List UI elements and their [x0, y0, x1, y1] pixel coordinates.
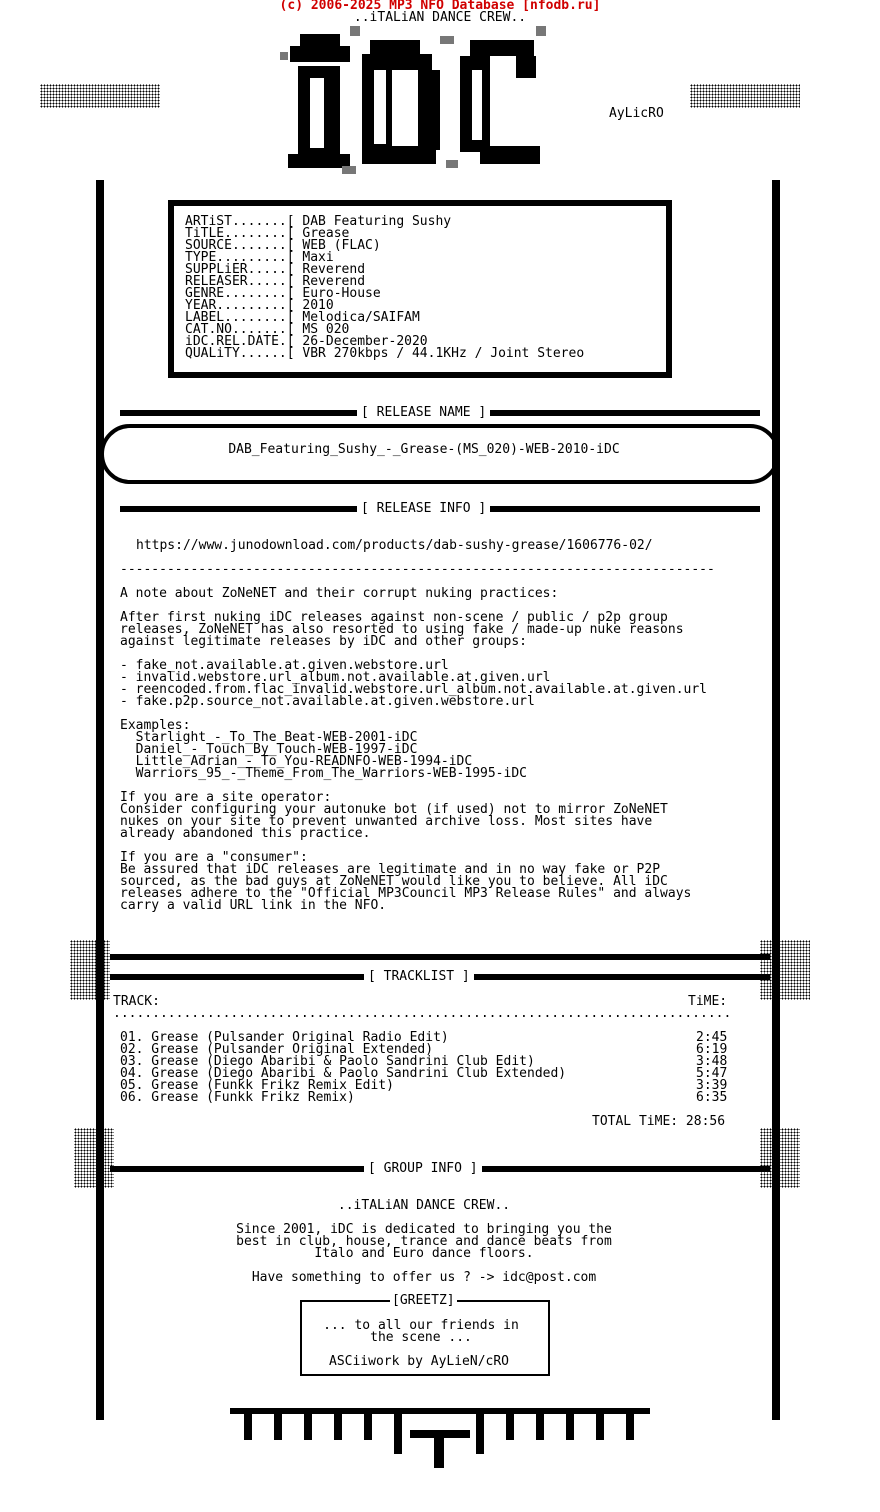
- release-info-separator: ----------------------------------------------------------------------------: [120, 562, 715, 577]
- divider-tracklist-top: [110, 954, 770, 960]
- group-info-heading: [ GROUP INFO ]: [364, 1163, 482, 1175]
- consumer-note: If you are a "consumer": Be assured that iDC releases are legitimate and in no way fake or P2P sourced, as the bad guys at ZoNeNET would like you to believe. All iDC releases adhere to the "Official MP3Council MP3 Release Rules" and always carry a valid URL link in the NFO.: [120, 850, 692, 913]
- track-title: 02. Grease (Pulsander Original Extended): [120, 1042, 434, 1057]
- greetz-title: [GREETZ]: [392, 1293, 455, 1308]
- contact-email[interactable]: Have something to offer us ? -> idc@post.com: [251, 1270, 597, 1285]
- left-ornament-low: [74, 1128, 114, 1188]
- info-value: Euro-House: [302, 286, 381, 301]
- track-title: 06. Grease (Funkk Frikz Remix): [120, 1090, 355, 1105]
- art-signature: AyLicRO: [609, 106, 664, 121]
- info-key: TiTLE........[: [185, 226, 295, 241]
- total-time: TOTAL TiME: 28:56: [592, 1114, 726, 1129]
- info-value: DAB Featuring Sushy: [302, 214, 452, 229]
- group-crew: ..iTALiAN DANCE CREW..: [337, 1198, 511, 1213]
- info-key: GENRE........[: [185, 286, 295, 301]
- info-value: Reverend: [302, 262, 366, 277]
- left-ornament-top: [40, 84, 160, 108]
- info-value: 2010: [302, 298, 334, 313]
- track-time: 5:47: [696, 1066, 728, 1081]
- track-title: 03. Grease (Diego Abaribi & Paolo Sandrini Club Edit): [120, 1054, 535, 1069]
- info-key: iDC.REL.DATE.[: [185, 334, 295, 349]
- track-time: 6:19: [696, 1042, 728, 1057]
- release-url-link[interactable]: https://www.junodownload.com/products/dab-sushy-grease/1606776-02/: [136, 538, 653, 553]
- tracklist-heading: [ TRACKLIST ]: [364, 971, 474, 983]
- col-time: TiME:: [688, 994, 728, 1009]
- info-key: SUPPLiER.....[: [185, 262, 295, 277]
- info-key: RELEASER.....[: [185, 274, 295, 289]
- track-time: 3:48: [696, 1054, 728, 1069]
- info-value: MS 020: [302, 322, 350, 337]
- tracklist-dots: ...............................................................................: [113, 1006, 732, 1021]
- right-ornament-top: [690, 84, 800, 108]
- info-value: WEB (FLAC): [302, 238, 381, 253]
- right-ornament-mid: [760, 940, 810, 1000]
- group-description: Since 2001, iDC is dedicated to bringing you the best in club, house, trance and dance beats from Italo and Euro dance floors.: [236, 1222, 612, 1261]
- info-key: YEAR.........[: [185, 298, 295, 313]
- info-key: CAT.NO.......[: [185, 322, 295, 337]
- track-time: 2:45: [696, 1030, 728, 1045]
- track-time: 3:39: [696, 1078, 728, 1093]
- note-paragraph: After first nuking iDC releases against non-scene / public / p2p group releases, ZoNeNET has also resorted to using fake / made-up nuke reasons against legitimate releases by iDC and other groups:: [120, 610, 684, 649]
- track-title: 05. Grease (Funkk Frikz Remix Edit): [120, 1078, 394, 1093]
- info-key: QUALiTY......[: [185, 346, 295, 361]
- release-name-value: DAB_Featuring_Sushy_-_Grease-(MS_020)-WEB-2010-iDC: [228, 442, 620, 457]
- left-ornament-mid: [70, 940, 110, 1000]
- track-title: 04. Grease (Diego Abaribi & Paolo Sandrini Club Extended): [120, 1066, 567, 1081]
- info-value: Melodica/SAIFAM: [302, 310, 420, 325]
- nuke-reasons: - fake_not.available.at.given.webstore.url - invalid.webstore.url_album.not.available.at.given.url - reencoded.from.flac_invalid.webstore.url_album.not.available.at.given.url - fake.p2p.source_not.available.at.given.webstore.url: [120, 658, 707, 709]
- col-track: TRACK:: [113, 994, 160, 1009]
- release-info-heading: [ RELEASE INFO ]: [357, 503, 490, 515]
- info-value: Maxi: [302, 250, 334, 265]
- right-ornament-low: [760, 1128, 800, 1188]
- track-time: 6:35: [696, 1090, 728, 1105]
- source-credit[interactable]: (c) 2006-2025 MP3 NFO Database [nfodb.ru]: [279, 0, 601, 13]
- ascii-credit: ASCiiwork by AyLieN/cRO: [329, 1354, 510, 1369]
- operator-note: If you are a site operator: Consider configuring your autonuke bot (if used) not to mirror ZoNeNET nukes on your site to prevent unwanted archive loss. Most sites have already abandoned this practice.: [120, 790, 668, 841]
- track-title: 01. Grease (Pulsander Original Radio Edit): [120, 1030, 449, 1045]
- examples: Examples: Starlight_-_To_The_Beat-WEB-2001-iDC Daniel_-_Touch_By_Touch-WEB-1997-iDC Little_Adrian_-_To_You-READNFO-WEB-1994-iDC Warriors_95_-_Theme_From_The_Warriors-WEB-1995-iDC: [120, 718, 527, 781]
- crew-tagline: ..iTALiAN DANCE CREW..: [353, 10, 527, 25]
- info-value: 26-December-2020: [302, 334, 428, 349]
- greetz-text: ... to all our friends in the scene ...: [323, 1318, 519, 1345]
- info-value: Reverend: [302, 274, 366, 289]
- note-title: A note about ZoNeNET and their corrupt nuking practices:: [120, 586, 559, 601]
- info-key: ARTiST.......[: [185, 214, 295, 229]
- bottom-ornament: [230, 1390, 650, 1470]
- idc-logo: [280, 26, 550, 178]
- info-row: [185, 348, 584, 360]
- info-key: TYPE.........[: [185, 250, 295, 265]
- info-value: VBR 270kbps / 44.1KHz / Joint Stereo: [302, 346, 585, 361]
- info-key: LABEL........[: [185, 310, 295, 325]
- info-value: Grease: [302, 226, 350, 241]
- info-key: SOURCE.......[: [185, 238, 295, 253]
- info-fields: [185, 216, 584, 360]
- release-name-heading: [ RELEASE NAME ]: [357, 407, 490, 419]
